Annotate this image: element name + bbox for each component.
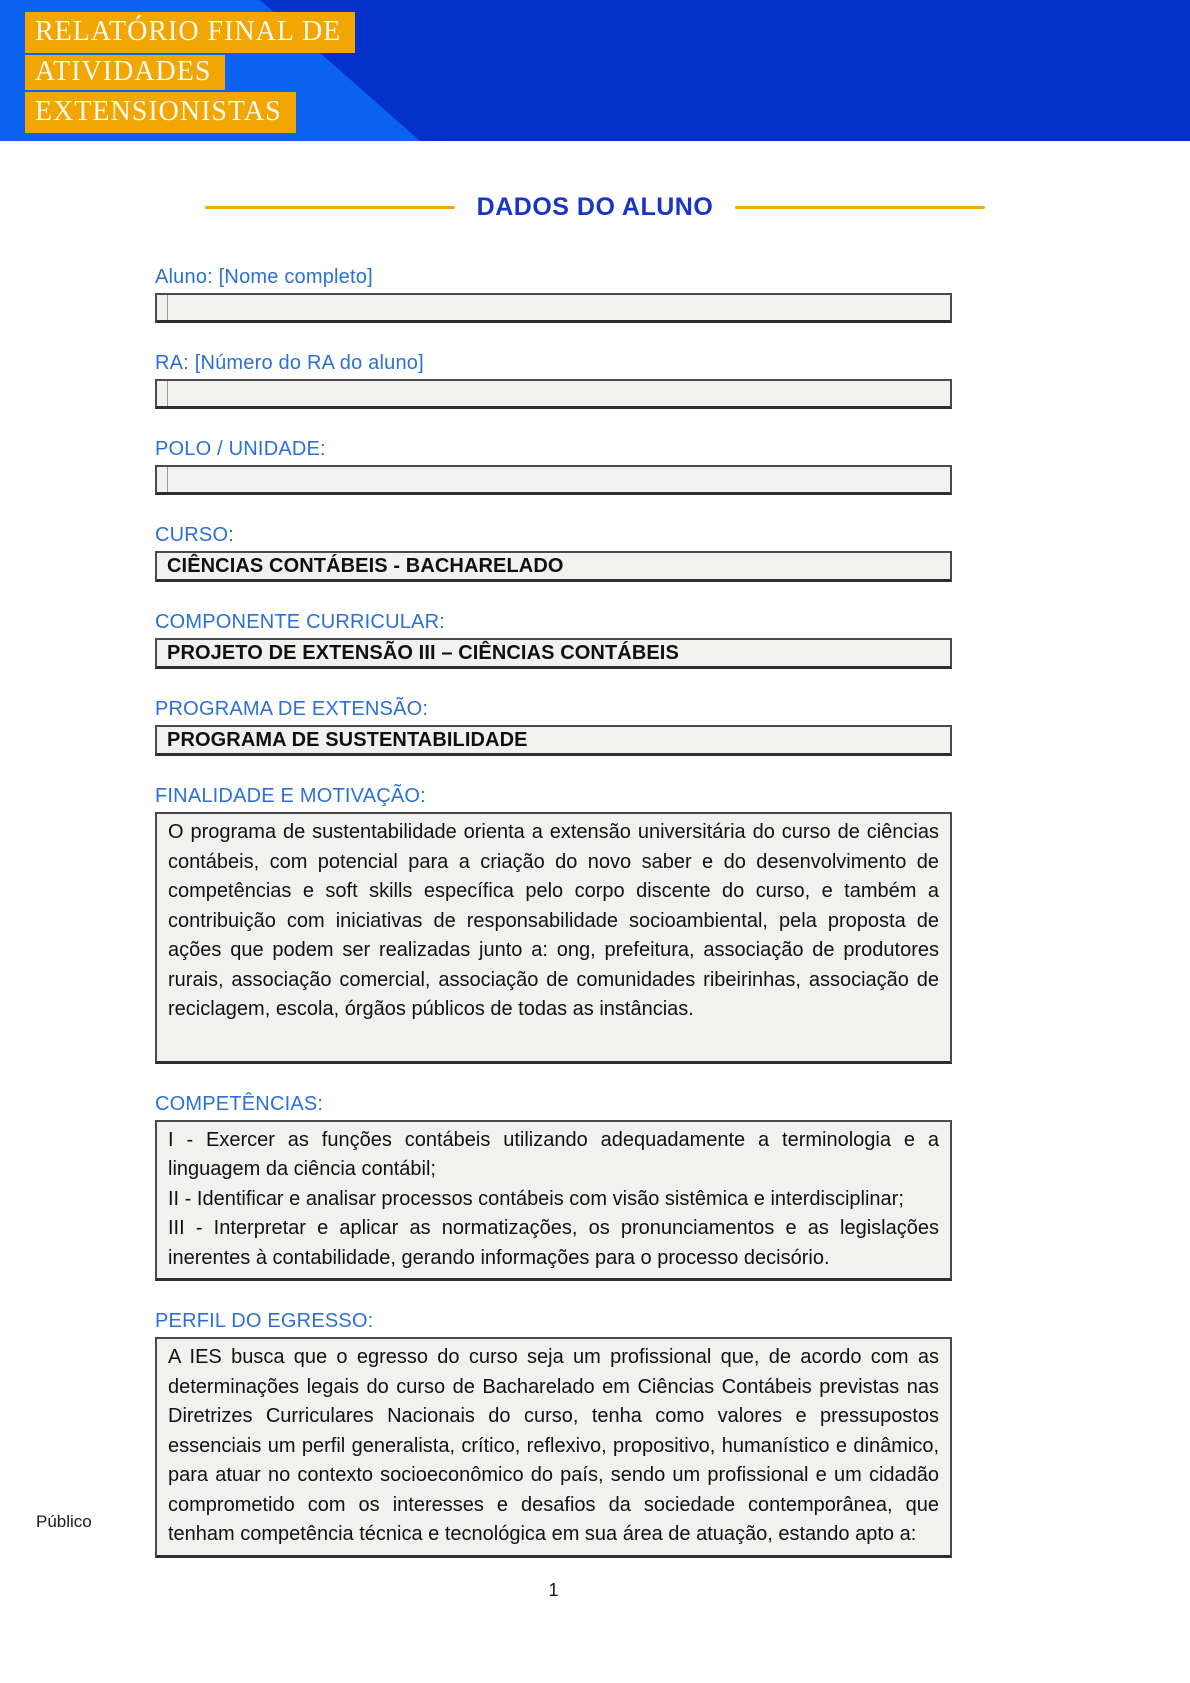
field-group-finalidade (155, 785, 952, 1064)
polo-label: POLO / UNIDADE: (155, 438, 326, 460)
aluno-label: Aluno: [Nome completo] (155, 266, 373, 288)
field-group-polo (155, 438, 952, 495)
report-title-line-3 (25, 92, 355, 133)
programa-label: PROGRAMA DE EXTENSÃO: (155, 698, 429, 720)
title-rule-right (735, 206, 985, 209)
ra-input-stub (157, 381, 168, 406)
ra-input[interactable] (155, 379, 952, 409)
field-group-programa (155, 698, 952, 756)
aluno-input-stub (157, 295, 168, 320)
section-title-row (0, 193, 1190, 222)
polo-input[interactable] (155, 465, 952, 495)
perfil-paragraph: A IES busca que o egresso do curso seja um profissional que, de acordo com as determinações legais do curso de Bacharelado em Ciências Contábeis previstas nas Diretrizes Curriculares Nacionais do curso, tenha como valores e pressupostos essenciais um perfil generalista, crítico, reflexivo, propositivo, humanístico e dinâmico, para atuar no contexto socioeconômico do país, sendo um profissional e um cidadão comprometido com os interesses e desafios da sociedade contemporânea, que tenham competência técnica e tecnológica em sua área de atuação, estando apto a: (168, 1346, 939, 1545)
classification-label: Público (36, 1512, 92, 1531)
field-group-aluno (155, 266, 952, 323)
title-rule-left (205, 206, 455, 209)
finalidade-label: FINALIDADE E MOTIVAÇÃO: (155, 785, 426, 807)
section-title: DADOS DO ALUNO (476, 193, 714, 221)
form-content (155, 266, 952, 1558)
ra-label: RA: [Número do RA do aluno] (155, 352, 424, 374)
perfil-label: PERFIL DO EGRESSO: (155, 1310, 374, 1332)
programa-value[interactable]: PROGRAMA DE SUSTENTABILIDADE (155, 725, 952, 756)
field-group-componente (155, 611, 952, 669)
competencia-item-3: III - Interpretar e aplicar as normatizações, os pronunciamentos e as legislações inerentes à contabilidade, gerando informações para o processo decisório. (168, 1217, 939, 1269)
field-group-ra (155, 352, 952, 409)
field-group-competencias (155, 1093, 952, 1282)
report-title-line-2 (25, 55, 355, 90)
field-group-curso (155, 524, 952, 582)
perfil-text-box[interactable] (155, 1337, 952, 1558)
polo-input-stub (157, 467, 168, 492)
competencia-item-1: I - Exercer as funções contábeis utilizando adequadamente a terminologia e a linguagem da ciência contábil; (168, 1128, 939, 1180)
header-banner (0, 0, 1190, 141)
finalidade-paragraph: O programa de sustentabilidade orienta a extensão universitária do curso de ciências contábeis, com potencial para a criação do novo saber e do desenvolvimento de competências e soft skills específica pelo corpo discente do curso, e também a contribuição com iniciativas de responsabilidade socioambiental, pela proposta de ações que podem ser realizadas junto a: ong, prefeitura, associação de produtores rurais, associação comercial, associação de comunidades ribeirinhas, associação de reciclagem, escola, órgãos públicos de todas as instâncias. (168, 821, 939, 1020)
finalidade-text-box[interactable] (155, 812, 952, 1064)
report-title (25, 12, 355, 133)
report-title-line-3-text: EXTENSIONISTAS (25, 92, 296, 133)
competencias-text-box[interactable] (155, 1120, 952, 1282)
componente-value[interactable]: PROJETO DE EXTENSÃO III – CIÊNCIAS CONTÁBEIS (155, 638, 952, 669)
competencia-item-2: II - Identificar e analisar processos contábeis com visão sistêmica e interdisciplinar; (168, 1187, 904, 1210)
competencias-label: COMPETÊNCIAS: (155, 1092, 324, 1115)
curso-value[interactable]: CIÊNCIAS CONTÁBEIS - BACHARELADO (155, 551, 952, 582)
field-group-perfil (155, 1310, 952, 1558)
curso-label: CURSO: (155, 524, 234, 546)
page-number: 1 (548, 1579, 559, 1600)
report-title-line-1 (25, 12, 355, 53)
report-title-line-2-text: ATIVIDADES (25, 55, 225, 90)
componente-label: COMPONENTE CURRICULAR: (155, 611, 445, 633)
report-title-line-1-text: RELATÓRIO FINAL DE (25, 12, 355, 53)
aluno-input[interactable] (155, 293, 952, 323)
